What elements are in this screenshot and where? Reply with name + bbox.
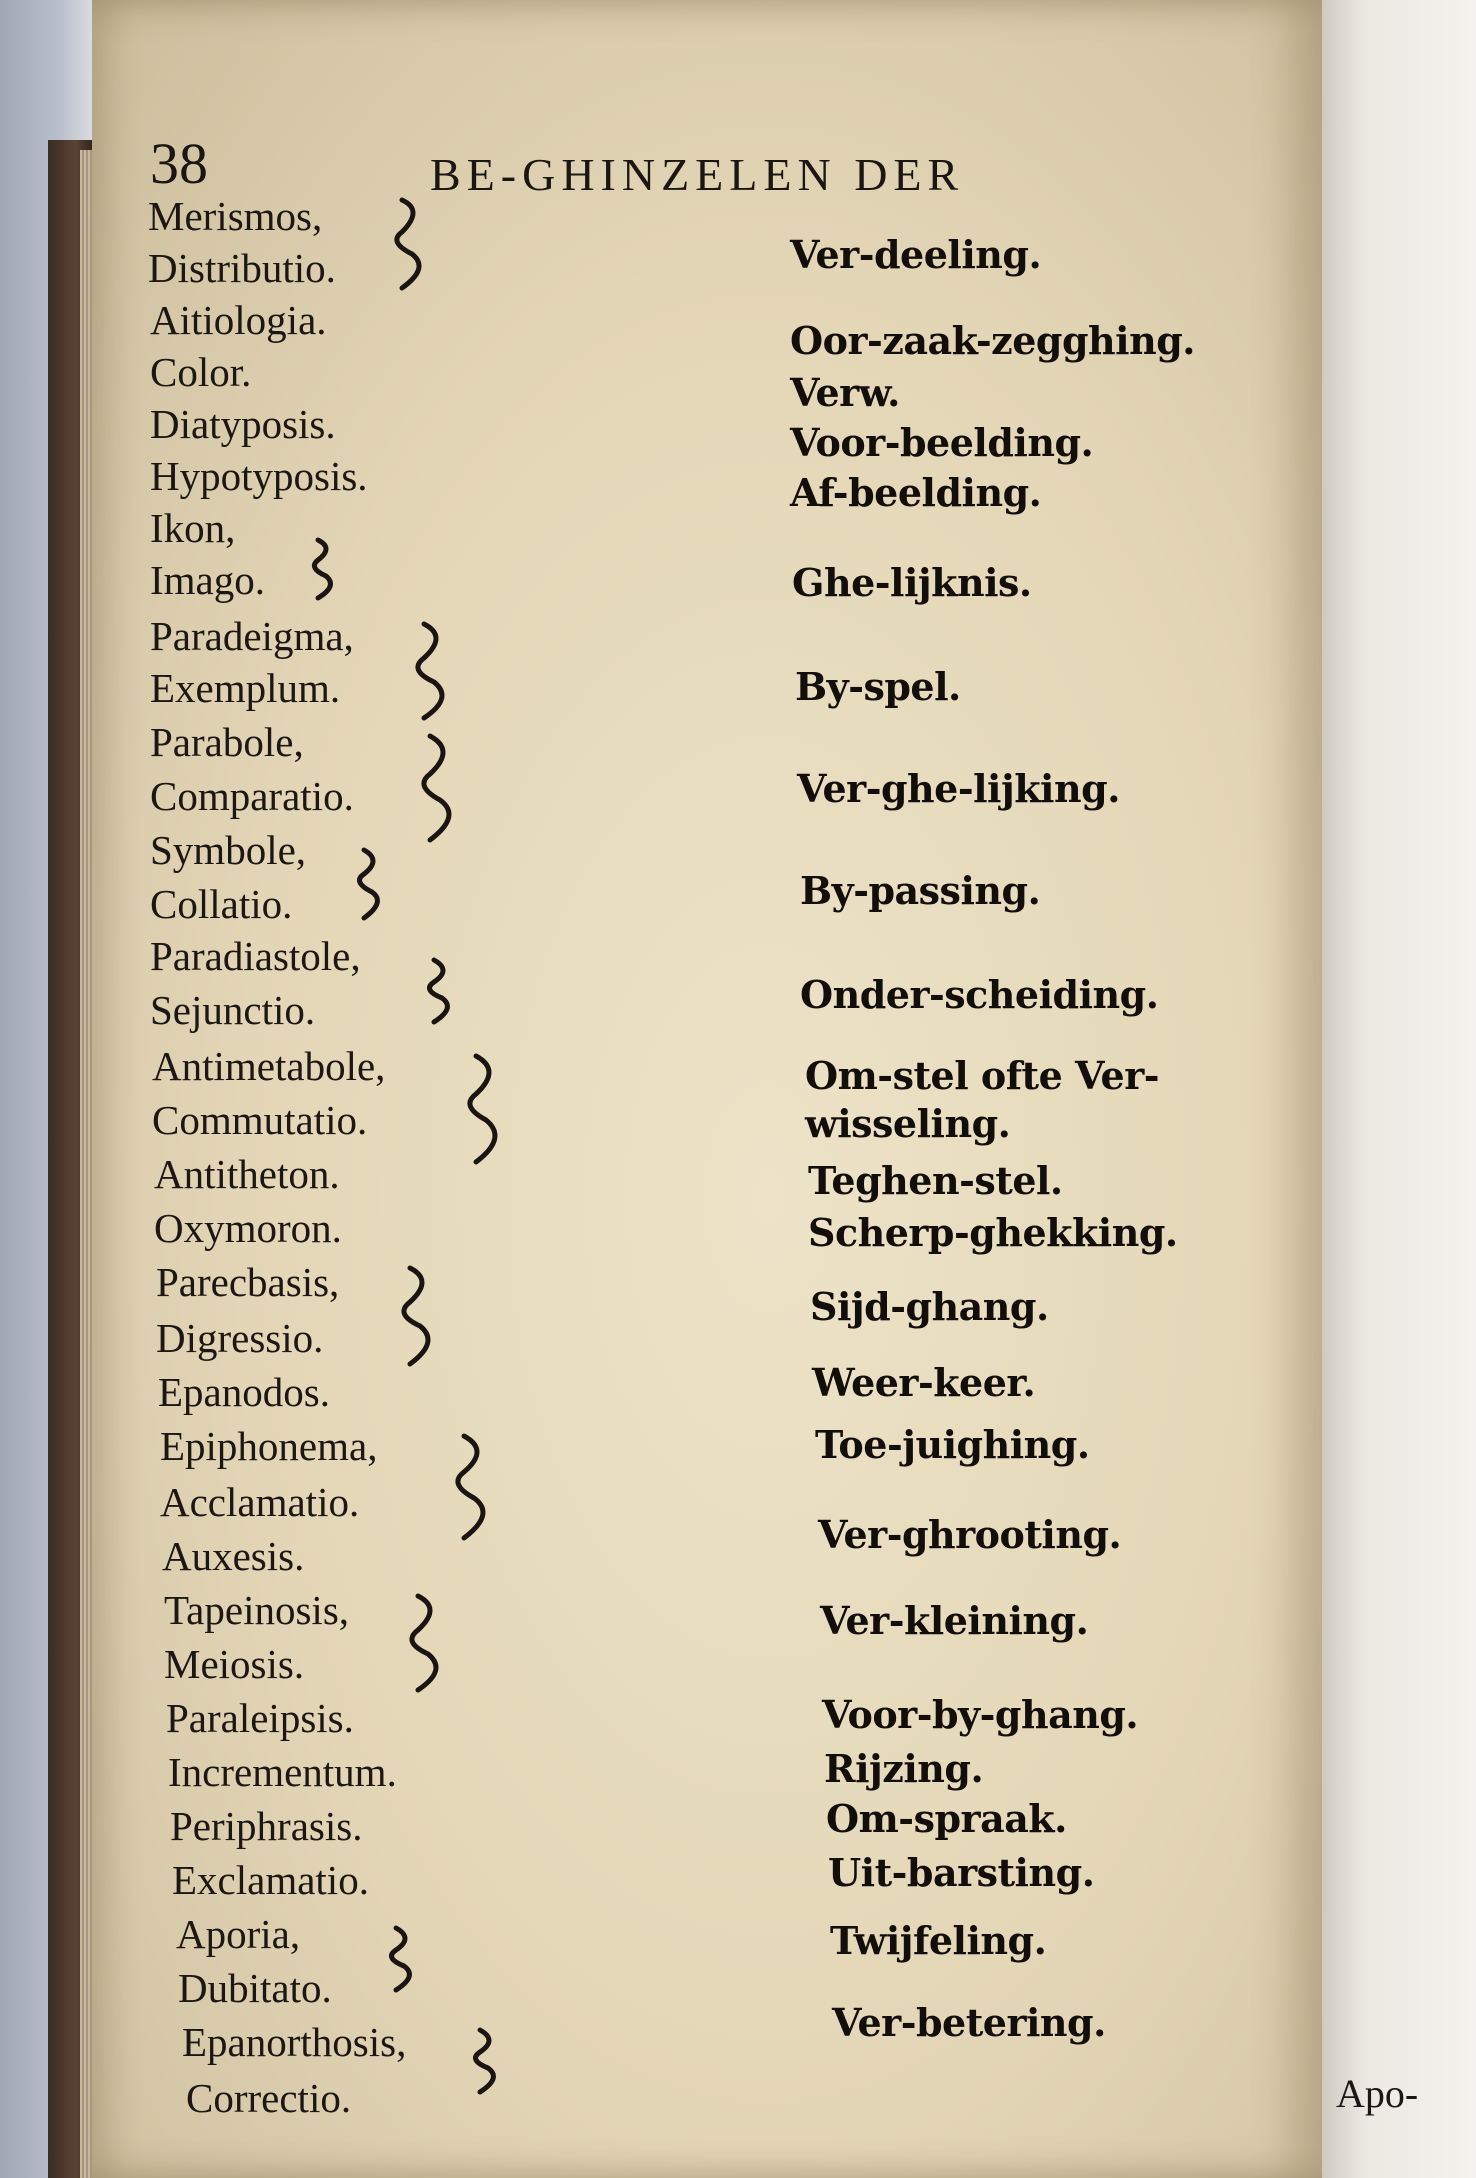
term: Collatio. [150,881,293,927]
term: Comparatio. [150,773,354,819]
term: Meiosis. [164,1641,305,1687]
term: Auxesis. [162,1533,305,1579]
brace [430,960,448,1022]
translation: Verw. [790,370,900,415]
term: Parabole, [150,719,304,765]
term: Dubitato. [178,1965,332,2011]
brace [424,736,449,840]
translation: Toe-juighing. [815,1422,1090,1467]
translation: Onder-scheiding. [800,972,1159,1017]
brace [458,1436,483,1538]
brace [314,540,330,598]
translation: Ver-kleining. [820,1598,1089,1643]
term: Exemplum. [150,665,341,711]
translation: Sijd-ghang. [810,1284,1049,1329]
term: Diatyposis. [150,401,336,447]
term: Hypotyposis. [150,453,368,499]
term: Digressio. [156,1315,324,1361]
term: Tapeinosis, [164,1587,350,1633]
term: Ikon, [150,505,236,551]
translation: Ver-betering. [832,2000,1106,2045]
term: Paradeigma, [150,613,354,659]
page-number: 38 [150,131,208,196]
translation: Voor-by-ghang. [822,1692,1139,1737]
running-head: BE-GHINZELEN DER [430,149,965,200]
term: Commutatio. [152,1097,368,1143]
term: Acclamatio. [160,1479,360,1525]
brace [397,200,419,288]
brace [470,1056,495,1162]
brace [360,850,378,918]
brace [418,624,442,718]
translation: By-passing. [800,868,1041,913]
term: Oxymoron. [154,1205,342,1251]
term: Distributio. [148,245,336,291]
translation: Ghe-lijknis. [792,560,1032,605]
term: Symbole, [150,827,307,873]
term: Epiphonema, [160,1423,378,1469]
term: Merismos, [148,193,323,239]
term: Aporia, [176,1911,301,1957]
translation: Teghen-stel. [808,1158,1063,1203]
term: Correctio. [186,2075,352,2121]
term: Periphrasis. [170,1803,363,1849]
term: Sejunctio. [150,987,316,1033]
term: Aitiologia. [150,297,327,343]
translation: By-spel. [795,664,961,709]
translation: Af-beelding. [790,470,1042,515]
translation: Uit-barsting. [828,1850,1095,1895]
translation: Weer-keer. [812,1360,1036,1405]
term: Incrementum. [168,1749,397,1795]
translation: Ver-ghrooting. [818,1512,1122,1557]
brace [412,1596,436,1690]
translation: Oor-zaak-zegghing. [790,318,1196,363]
translation: Twijfeling. [830,1918,1047,1963]
term: Exclamatio. [172,1857,369,1903]
term: Imago. [150,557,265,603]
brace [476,2030,494,2092]
term: Parecbasis, [156,1259,340,1305]
translation: Scherp-ghekking. [808,1210,1178,1255]
translation: Ver-ghe-lijking. [797,766,1120,811]
translation: Om-spraak. [826,1796,1067,1841]
translation: Om-stel ofte Ver-wisseling. [805,1053,1159,1146]
catchword: Apo- [1336,2071,1419,2116]
brace [392,1928,410,1990]
brace [404,1268,428,1364]
translation: Ver-deeling. [790,232,1042,277]
term: Paraleipsis. [166,1695,354,1741]
term: Paradiastole, [150,933,361,979]
term: Epanorthosis, [182,2019,407,2065]
term: Antimetabole, [152,1043,386,1089]
term: Epanodos. [158,1369,330,1415]
translation: Voor-beelding. [790,420,1094,465]
term: Color. [150,349,252,395]
translation: Rijzing. [824,1746,984,1791]
term: Antitheton. [154,1151,340,1197]
